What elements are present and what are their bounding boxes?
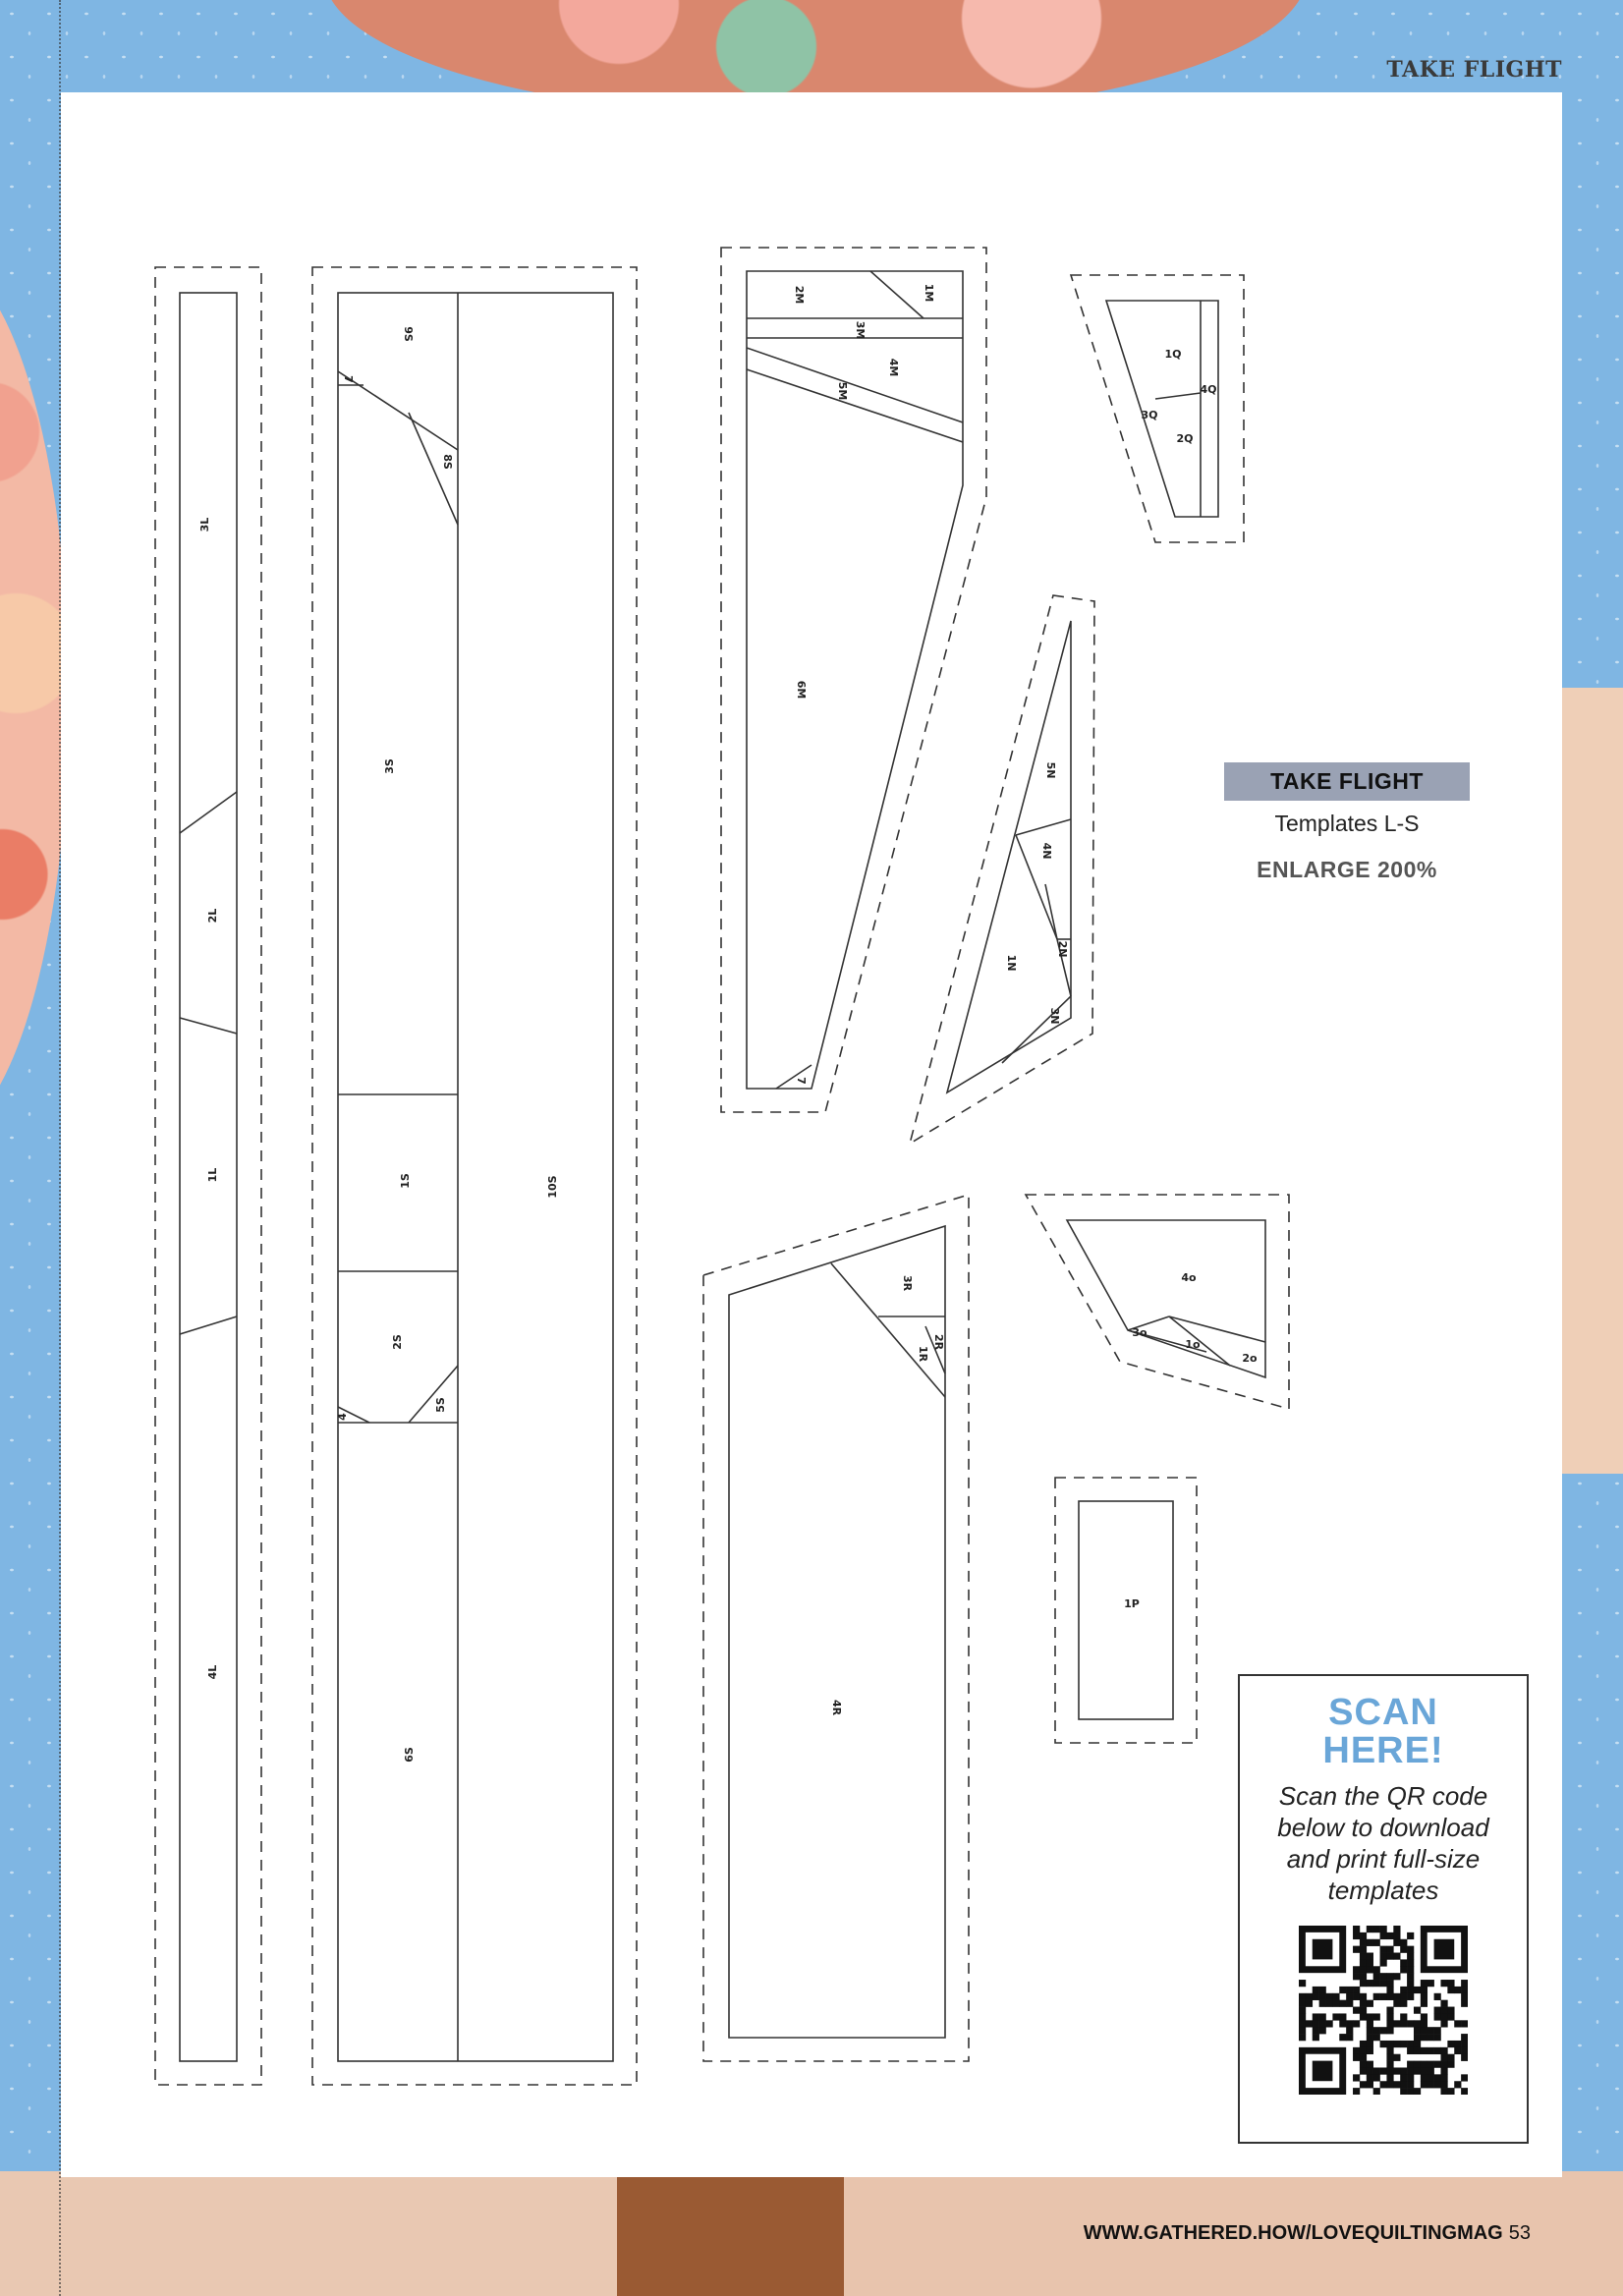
label-3m: 3M bbox=[854, 320, 867, 340]
template-r bbox=[703, 1195, 969, 2061]
label-1r: 1R bbox=[917, 1345, 929, 1363]
scan-heading-line2: HERE! bbox=[1322, 1730, 1444, 1771]
templates-subtitle: Templates L-S bbox=[1274, 811, 1420, 836]
label-1s: 1S bbox=[399, 1173, 412, 1189]
title-box bbox=[1224, 762, 1470, 883]
label-4q: 4Q bbox=[1200, 383, 1217, 396]
label-3o: 3o bbox=[1132, 1326, 1147, 1339]
label-10s: 10S bbox=[546, 1175, 559, 1199]
label-2r: 2R bbox=[932, 1333, 945, 1351]
running-head: TAKE FLIGHT bbox=[1386, 57, 1562, 83]
label-4m: 4M bbox=[887, 358, 900, 377]
label-1o: 1o bbox=[1185, 1338, 1201, 1351]
qr-panel bbox=[1238, 1674, 1529, 2144]
label-3l: 3L bbox=[198, 517, 211, 532]
label-6m: 6M bbox=[795, 680, 808, 700]
templates-title: TAKE FLIGHT bbox=[1224, 762, 1470, 801]
label-2n: 2N bbox=[1056, 940, 1069, 958]
page-footer bbox=[1084, 2222, 1531, 2245]
label-1p: 1P bbox=[1124, 1597, 1140, 1610]
template-o bbox=[1026, 1195, 1289, 1409]
label-5s: 5S bbox=[434, 1397, 447, 1413]
label-2l: 2L bbox=[206, 908, 219, 924]
label-3q: 3Q bbox=[1141, 409, 1158, 421]
label-5m: 5M bbox=[836, 381, 849, 401]
label-2o: 2o bbox=[1242, 1352, 1258, 1365]
template-s bbox=[312, 267, 637, 2085]
label-4n: 4N bbox=[1040, 842, 1053, 860]
label-4r: 4R bbox=[830, 1699, 843, 1716]
label-2q: 2Q bbox=[1176, 432, 1194, 445]
label-1m: 1M bbox=[923, 283, 935, 303]
template-m bbox=[721, 248, 986, 1112]
qr-code-icon[interactable] bbox=[1299, 1926, 1468, 2095]
scan-heading-line1: SCAN bbox=[1328, 1692, 1438, 1733]
label-3r: 3R bbox=[901, 1274, 914, 1292]
label-9s: 9S bbox=[402, 326, 415, 342]
scan-instructions: Scan the QR code below to download and print full-size templates bbox=[1277, 1781, 1489, 1905]
template-n bbox=[910, 595, 1094, 1144]
label-3n: 3N bbox=[1048, 1007, 1061, 1025]
label-7-s: 7 bbox=[342, 375, 355, 383]
template-l bbox=[155, 267, 261, 2085]
magazine-url[interactable]: WWW.GATHERED.HOW/LOVEQUILTINGMAG bbox=[1083, 2222, 1503, 2244]
label-4-s: 4 bbox=[336, 1413, 349, 1421]
page-number: 53 bbox=[1508, 2222, 1531, 2244]
label-8s: 8S bbox=[441, 454, 454, 470]
label-3s: 3S bbox=[383, 758, 396, 774]
label-1l: 1L bbox=[206, 1167, 219, 1183]
template-p bbox=[1055, 1478, 1197, 1743]
label-7-m: 7 bbox=[795, 1077, 808, 1085]
label-5n: 5N bbox=[1044, 761, 1057, 779]
label-6s: 6S bbox=[403, 1747, 416, 1763]
label-1n: 1N bbox=[1005, 954, 1018, 972]
label-1q: 1Q bbox=[1164, 348, 1182, 361]
enlarge-instruction: ENLARGE 200% bbox=[1257, 857, 1437, 882]
label-2m: 2M bbox=[793, 285, 806, 305]
scan-heading bbox=[1240, 1694, 1527, 1770]
template-q bbox=[1071, 275, 1244, 542]
label-4o: 4o bbox=[1181, 1271, 1197, 1284]
label-4l: 4L bbox=[206, 1664, 219, 1680]
label-2s: 2S bbox=[391, 1334, 404, 1350]
